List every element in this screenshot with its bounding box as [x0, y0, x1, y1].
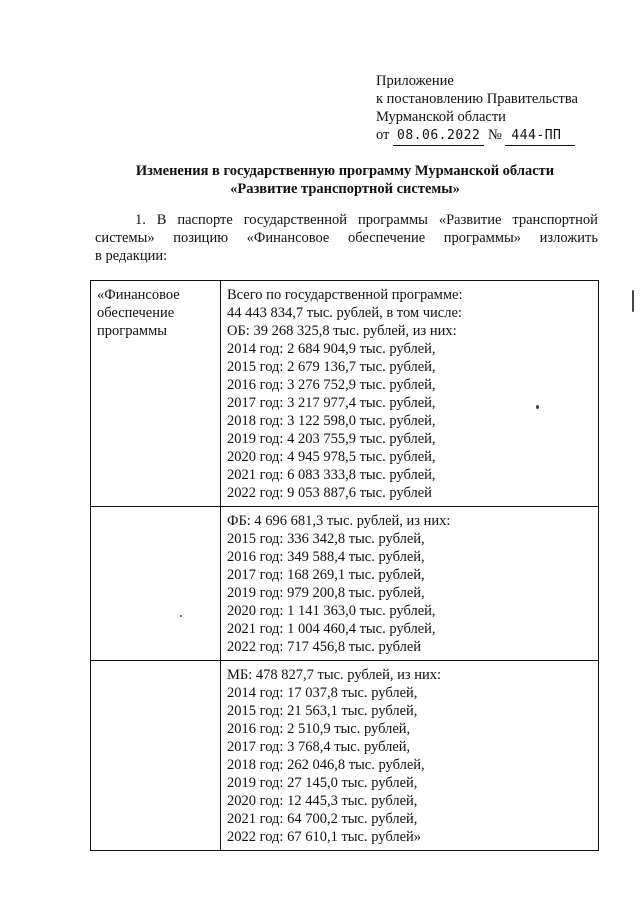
- annex-date: 08.06.2022: [393, 127, 484, 146]
- title-line-1: Изменения в государственную программу Мурманской области: [135, 163, 555, 179]
- total-line: ОБ: 39 268 325,8 тыс. рублей, из них:: [227, 323, 457, 339]
- fb-line: 2015 год: 336 342,8 тыс. рублей,: [227, 531, 425, 547]
- annex-block: [376, 72, 578, 146]
- total-line: 2017 год: 3 217 977,4 тыс. рублей,: [227, 395, 436, 411]
- total-line: 2016 год: 3 276 752,9 тыс. рублей,: [227, 377, 436, 393]
- line1-word: программы: [357, 212, 428, 228]
- line1-word: паспорте: [177, 212, 233, 228]
- mb-line: 2015 год: 21 563,1 тыс. рублей,: [227, 703, 418, 719]
- paragraph-line-2: [95, 229, 598, 247]
- financing-label-line: программы: [97, 323, 167, 339]
- fb-line: 2019 год: 979 200,8 тыс. рублей,: [227, 585, 425, 601]
- fb-cell: [221, 507, 599, 661]
- total-line: 2015 год: 2 679 136,7 тыс. рублей,: [227, 359, 436, 375]
- financing-table: [90, 280, 599, 851]
- mb-cell: [221, 661, 599, 851]
- line1-word: транспортной: [512, 212, 598, 228]
- mb-line: 2018 год: 262 046,8 тыс. рублей,: [227, 757, 425, 773]
- table-row: [91, 661, 599, 851]
- mb-line: 2022 год: 67 610,1 тыс. рублей»: [227, 829, 422, 845]
- line1-word: 1.: [135, 212, 146, 228]
- total-line: 2019 год: 4 203 755,9 тыс. рублей,: [227, 431, 436, 447]
- scan-speck: [536, 405, 539, 409]
- fb-line: 2020 год: 1 141 363,0 тыс. рублей,: [227, 603, 436, 619]
- total-and-ob-cell: [221, 281, 599, 507]
- empty-label-cell: [91, 507, 221, 661]
- mb-line: 2014 год: 17 037,8 тыс. рублей,: [227, 685, 418, 701]
- paragraph-line-3: в редакции:: [95, 248, 168, 264]
- line2-word: программы»: [443, 230, 522, 246]
- annex-from-prefix: от: [376, 127, 390, 143]
- scan-edge-mark: [632, 290, 634, 312]
- fb-line: 2022 год: 717 456,8 тыс. рублей: [227, 639, 422, 655]
- annex-resolution-ref: к постановлению Правительства: [376, 91, 578, 107]
- line2-word: «Финансовое: [246, 230, 330, 246]
- line2-word: позицию: [173, 230, 229, 246]
- table-row: [91, 281, 599, 507]
- annex-number: 444-ПП: [505, 127, 575, 146]
- mb-line: 2021 год: 64 700,2 тыс. рублей,: [227, 811, 418, 827]
- table-row: [91, 507, 599, 661]
- line1-word: В: [156, 212, 167, 228]
- financing-label-line: «Финансовое: [97, 287, 180, 303]
- total-line: 44 443 834,7 тыс. рублей, в том числе:: [227, 305, 462, 321]
- intro-paragraph: [95, 211, 598, 265]
- fb-line: 2016 год: 349 588,4 тыс. рублей,: [227, 549, 425, 565]
- total-line: 2021 год: 6 083 333,8 тыс. рублей,: [227, 467, 436, 483]
- mb-line: МБ: 478 827,7 тыс. рублей, из них:: [227, 667, 441, 683]
- annex-number-sign: №: [487, 127, 502, 143]
- annex-region: Мурманской области: [376, 109, 506, 125]
- scan-speck: [180, 615, 182, 617]
- annex-date-number-line: [376, 126, 578, 146]
- paragraph-line-1: [95, 211, 598, 229]
- mb-line: 2019 год: 27 145,0 тыс. рублей,: [227, 775, 418, 791]
- fb-line: ФБ: 4 696 681,3 тыс. рублей, из них:: [227, 513, 451, 529]
- financing-label-cell: [91, 281, 221, 507]
- line1-word: государственной: [243, 212, 348, 228]
- line2-word: системы»: [95, 230, 155, 246]
- fb-line: 2017 год: 168 269,1 тыс. рублей,: [227, 567, 425, 583]
- line2-word: изложить: [539, 230, 598, 246]
- mb-line: 2017 год: 3 768,4 тыс. рублей,: [227, 739, 411, 755]
- total-line: 2022 год: 9 053 887,6 тыс. рублей: [227, 485, 432, 501]
- mb-line: 2020 год: 12 445,3 тыс. рублей,: [227, 793, 418, 809]
- annex-heading: Приложение: [376, 73, 454, 89]
- title-line-2: «Развитие транспортной системы»: [230, 181, 460, 197]
- line1-word: «Развитие: [438, 212, 502, 228]
- document-title: [95, 162, 595, 198]
- financing-label-line: обеспечение: [97, 305, 175, 321]
- fb-line: 2021 год: 1 004 460,4 тыс. рублей,: [227, 621, 436, 637]
- total-line: Всего по государственной программе:: [227, 287, 463, 303]
- total-line: 2014 год: 2 684 904,9 тыс. рублей,: [227, 341, 436, 357]
- line2-word: обеспечение: [347, 230, 426, 246]
- total-line: 2020 год: 4 945 978,5 тыс. рублей,: [227, 449, 436, 465]
- empty-label-cell: [91, 661, 221, 851]
- mb-line: 2016 год: 2 510,9 тыс. рублей,: [227, 721, 411, 737]
- total-line: 2018 год: 3 122 598,0 тыс. рублей,: [227, 413, 436, 429]
